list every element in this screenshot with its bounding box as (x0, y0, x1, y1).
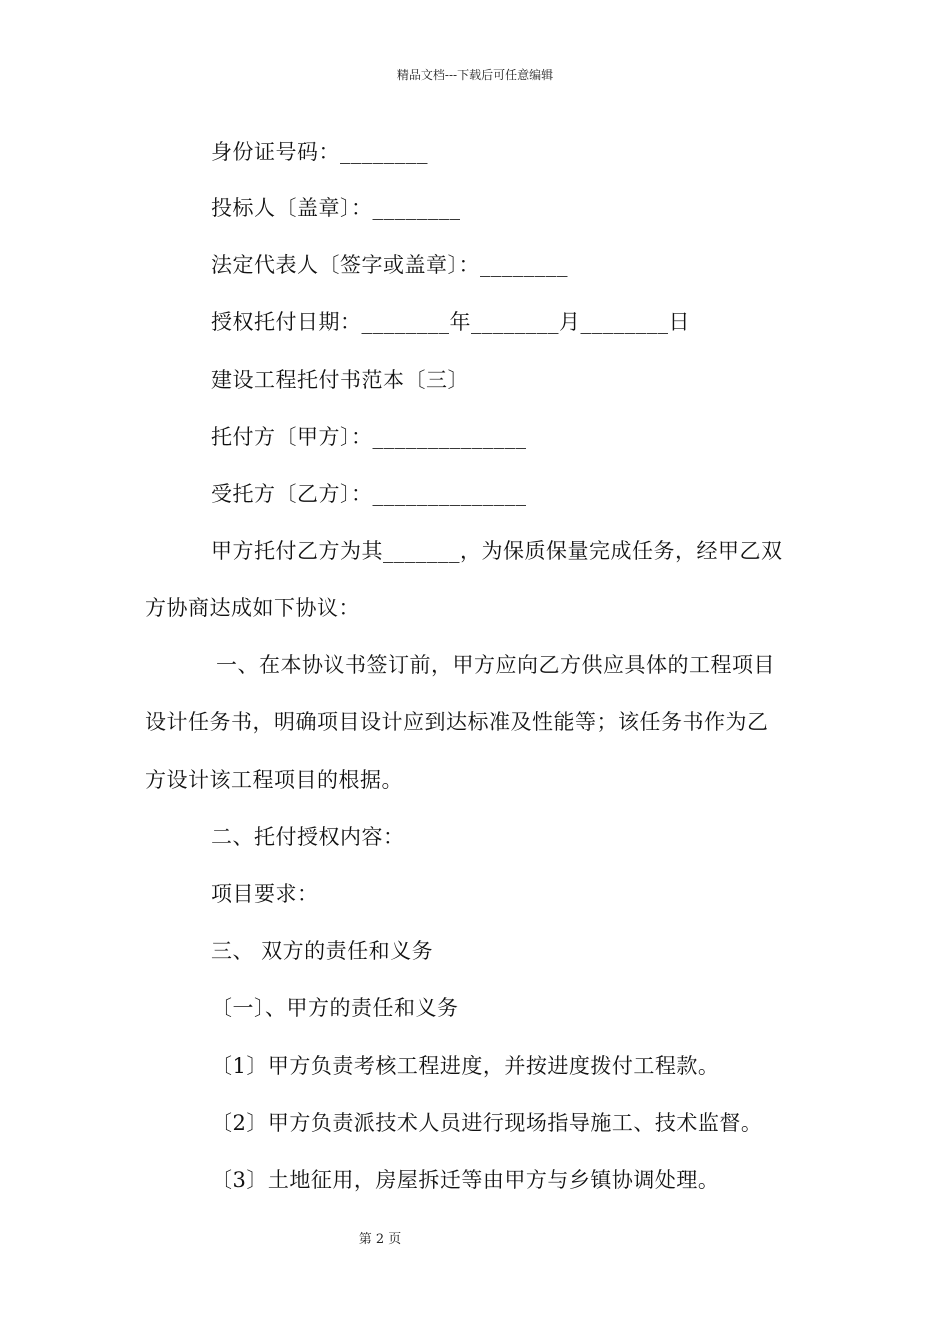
intro-paragraph-line-2: 方协商达成如下协议： (145, 596, 360, 620)
id-number-line: 身份证号码：________ (211, 140, 428, 164)
duty-item-3: 〔3〕土地征用，房屋拆迁等由甲方与乡镇协调处理。 (211, 1168, 720, 1192)
page-header: 精品文档---下载后可任意编辑 (396, 68, 554, 82)
page-number: 第 2 页 (358, 1232, 402, 1247)
clause-one-line-2: 设计任务书，明确项目设计应到达标准及性能等；该任务书作为乙 (145, 710, 769, 734)
section-title: 建设工程托付书范本〔三〕 (211, 368, 469, 392)
party-b-line: 受托方〔乙方〕：______________ (211, 482, 527, 506)
intro-paragraph-line-1: 甲方托付乙方为其_______，为保质保量完成任务，经甲乙双 (211, 539, 783, 563)
authorization-date-line: 授权托付日期：________年________月________日 (211, 310, 690, 334)
project-requirements: 项目要求： (211, 882, 319, 906)
duty-item-2: 〔2〕甲方负责派技术人员进行现场指导施工、技术监督。 (211, 1111, 763, 1135)
legal-representative-line: 法定代表人〔签字或盖章〕：________ (211, 253, 568, 277)
clause-two-heading: 二、托付授权内容： (211, 825, 405, 849)
party-a-duties-heading: 〔一〕、甲方的责任和义务 (211, 996, 459, 1020)
clause-one-line-3: 方设计该工程项目的根据。 (145, 768, 403, 792)
party-a-line: 托付方〔甲方〕：______________ (211, 425, 527, 449)
clause-three-heading: 三、 双方的责任和义务 (211, 939, 434, 963)
duty-item-1: 〔1〕甲方负责考核工程进度，并按进度拨付工程款。 (211, 1054, 720, 1078)
clause-one-line-1: 一、在本协议书签订前，甲方应向乙方供应具体的工程项目 (216, 653, 775, 677)
bidder-seal-line: 投标人〔盖章〕：________ (211, 196, 461, 220)
